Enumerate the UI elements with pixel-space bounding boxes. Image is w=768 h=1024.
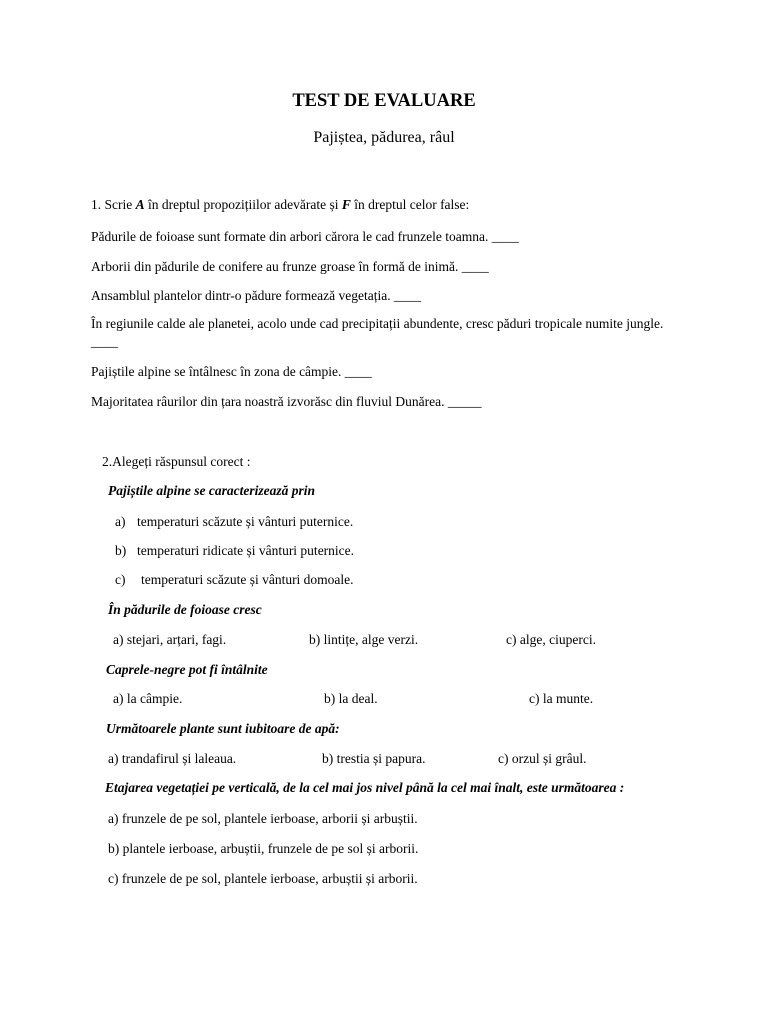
instruction-suffix: în dreptul celor false: xyxy=(350,197,470,212)
section2-instruction: 2.Alegeți răspunsul corect : xyxy=(102,454,251,469)
q2-option-a: a) stejari, arțari, fagi. xyxy=(113,632,227,647)
q5-option-b: b) plantele ierboase, arbuștii, frunzele de pe sol și arborii. xyxy=(108,841,419,856)
instruction-prefix: 1. Scrie xyxy=(91,197,136,212)
question-3: Caprele-negre pot fi întâlnite xyxy=(106,662,268,677)
statement-6: Majoritatea râurilor din țara noastră izvorăsc din fluviul Dunărea. _____ xyxy=(91,394,482,409)
statement-1: Pădurile de foioase sunt formate din arbori cărora le cad frunzele toamna. ____ xyxy=(91,229,519,244)
page-title: TEST DE EVALUARE xyxy=(292,91,476,111)
q1-option-a-letter: a) xyxy=(115,514,126,529)
instruction-mid: în dreptul propozițiilor adevărate și xyxy=(144,197,342,212)
q4-option-a: a) trandafirul și laleaua. xyxy=(108,751,237,766)
q1-option-b-text: temperaturi ridicate și vânturi puternice. xyxy=(137,543,355,558)
q1-option-b-letter: b) xyxy=(115,543,127,558)
q5-option-c: c) frunzele de pe sol, plantele ierboase, arbuștii și arborii. xyxy=(108,871,418,886)
q4-option-b: b) trestia și papura. xyxy=(322,751,426,766)
statement-3: Ansamblul plantelor dintr-o pădure formează vegetația. ____ xyxy=(91,288,421,303)
statement-2: Arborii din pădurile de conifere au frunze groase în formă de inimă. ____ xyxy=(91,259,489,274)
question-4: Următoarele plante sunt iubitoare de apă: xyxy=(106,721,340,736)
question-5: Etajarea vegetației pe verticală, de la cel mai jos nivel până la cel mai înalt, este următoarea : xyxy=(105,780,625,795)
q3-option-b: b) la deal. xyxy=(324,691,378,706)
page-subtitle: Pajiștea, pădurea, râul xyxy=(313,129,455,146)
q1-option-c-letter: c) xyxy=(115,572,126,587)
question-1: Pajiștile alpine se caracterizează prin xyxy=(108,483,315,498)
q5-option-a: a) frunzele de pe sol, plantele ierboase, arborii și arbuștii. xyxy=(108,811,418,826)
statement-5: Pajiștile alpine se întâlnesc în zona de câmpie. ____ xyxy=(91,364,372,379)
q3-option-c: c) la munte. xyxy=(529,691,594,706)
q4-option-c: c) orzul și grâul. xyxy=(498,751,587,766)
q1-option-a-text: temperaturi scăzute și vânturi puternice. xyxy=(137,514,354,529)
q2-option-b: b) lintițe, alge verzi. xyxy=(309,632,419,647)
q3-option-a: a) la câmpie. xyxy=(113,691,183,706)
q2-option-c: c) alge, ciuperci. xyxy=(506,632,596,647)
statement-4: În regiunile calde ale planetei, acolo unde cad precipitații abundente, cresc păduri tropicale numite jungle. ____ xyxy=(91,316,664,349)
q1-option-c-text: temperaturi scăzute și vânturi domoale. xyxy=(141,572,354,587)
question-2: În pădurile de foioase cresc xyxy=(108,602,262,617)
section1-instruction xyxy=(91,196,469,214)
letter-a: A xyxy=(135,197,145,212)
letter-f: F xyxy=(341,197,351,212)
